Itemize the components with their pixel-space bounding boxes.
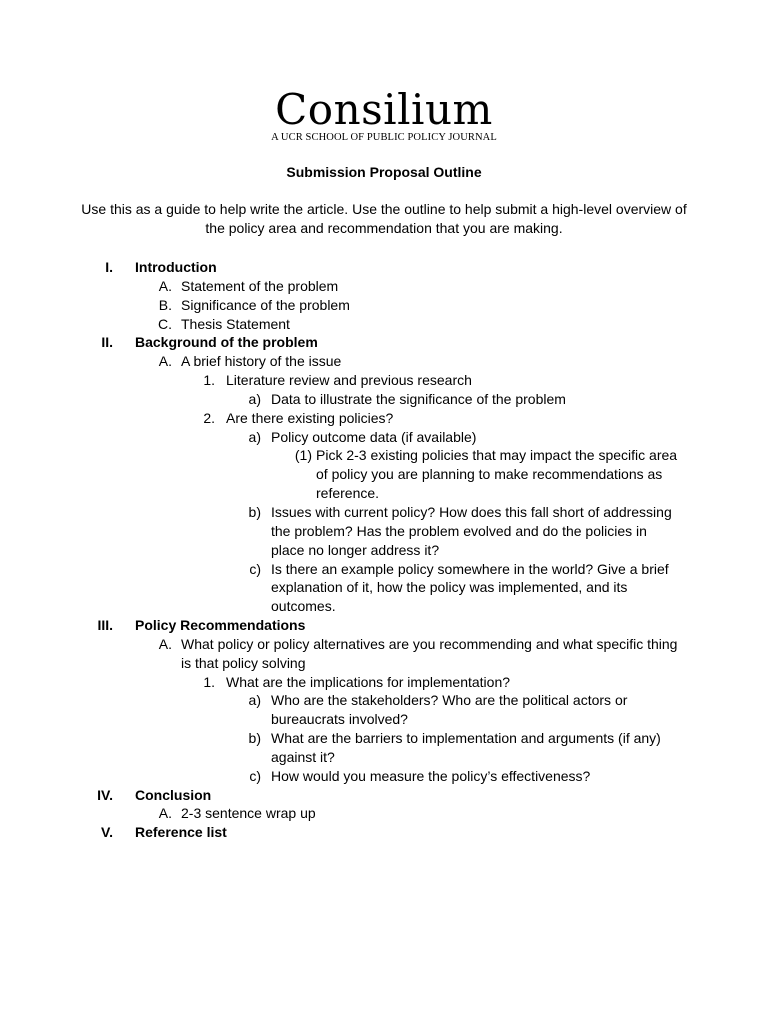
outline-item-low [0, 428, 768, 447]
outline-text: Are there existing policies? [226, 409, 394, 426]
outline-marker: I. [105, 259, 113, 275]
outline-text: Pick 2-3 existing policies that may impact the specific area of policy you are planning to make recommendations as reference. [316, 447, 678, 502]
outline-marker: II. [101, 334, 113, 351]
journal-logo: Consilium [275, 85, 493, 134]
outline-marker: 1. [203, 673, 215, 690]
outline-text: Conclusion [135, 786, 212, 803]
outline-marker: a) [248, 692, 261, 709]
outline-text: Statement of the problem [181, 277, 339, 294]
outline-item-roman [0, 333, 768, 352]
outline-item-roman [0, 616, 768, 635]
outline-text: Reference list [135, 824, 227, 841]
outline-marker: a) [248, 428, 261, 445]
outline-marker: b) [248, 730, 261, 747]
outline-text: Background of the problem [135, 334, 318, 351]
outline-list [0, 258, 768, 842]
outline-text: Literature review and previous research [226, 372, 472, 389]
outline-marker: B. [158, 296, 172, 313]
outline-marker: 2. [203, 409, 215, 426]
intro-paragraph: Use this as a guide to help write the article. Use the outline to help submit a high-level overview of the policy area and recommendation that you are making. [81, 201, 687, 236]
outline-text: A brief history of the issue [181, 353, 342, 370]
outline-item-alpha [0, 315, 768, 334]
outline-marker: c) [249, 560, 261, 577]
outline-marker: A. [158, 635, 172, 652]
outline-text: Thesis Statement [181, 315, 290, 332]
outline-text: Policy outcome data (if available) [271, 428, 477, 445]
outline-item-low [0, 390, 768, 409]
outline-text: What are the implications for implementation? [226, 673, 511, 690]
outline-marker: c) [249, 767, 261, 784]
outline-text: What are the barriers to implementation and arguments (if any) against it? [271, 730, 661, 765]
outline-item-roman [0, 258, 768, 277]
outline-marker: A. [158, 353, 172, 370]
outline-item-alpha [0, 352, 768, 371]
outline-item-alpha [0, 277, 768, 296]
outline-item-alpha [0, 635, 768, 673]
outline-marker: C. [158, 315, 172, 332]
outline-marker: V. [101, 824, 113, 841]
outline-item-low [0, 691, 768, 729]
outline-marker: a) [248, 390, 261, 407]
outline-text: Issues with current policy? How does this fall short of addressing the problem? Has the problem evolved and do the policies in place no longer address it? [271, 503, 672, 558]
outline-text: Policy Recommendations [135, 617, 306, 634]
outline-marker: IV. [97, 786, 113, 803]
outline-item-low [0, 767, 768, 786]
outline-text: Data to illustrate the significance of the problem [271, 390, 566, 407]
outline-item-low [0, 729, 768, 767]
outline-item-alpha [0, 804, 768, 823]
outline-item-par [0, 446, 768, 503]
outline-item-roman [0, 823, 768, 842]
outline-text: 2-3 sentence wrap up [181, 805, 316, 822]
outline-item-low [0, 560, 768, 617]
outline-text: Who are the stakeholders? Who are the political actors or bureaucrats involved? [271, 692, 628, 728]
outline-item-num [0, 371, 768, 390]
outline-marker: b) [248, 503, 261, 520]
outline-marker: (1) [294, 447, 312, 464]
outline-item-low [0, 503, 768, 560]
document-title: Submission Proposal Outline [286, 164, 482, 180]
outline-text: Significance of the problem [181, 296, 350, 313]
outline-marker: A. [158, 805, 172, 822]
journal-tagline: A UCR SCHOOL OF PUBLIC POLICY JOURNAL [271, 132, 497, 143]
outline-marker: 1. [203, 372, 215, 389]
outline-marker: III. [97, 617, 113, 634]
outline-item-roman [0, 786, 768, 805]
masthead [0, 84, 768, 144]
outline-marker: A. [158, 277, 172, 294]
outline-text: Is there an example policy somewhere in the world? Give a brief explanation of it, how the policy was implemented, and its outcomes. [271, 560, 669, 615]
outline-text: What policy or policy alternatives are you recommending and what specific thing is that policy solving [181, 635, 678, 671]
outline-text: Introduction [135, 259, 217, 275]
outline-text: How would you measure the policy’s effectiveness? [271, 767, 591, 784]
outline-item-num [0, 673, 768, 692]
outline-item-alpha [0, 296, 768, 315]
outline-item-num [0, 409, 768, 428]
